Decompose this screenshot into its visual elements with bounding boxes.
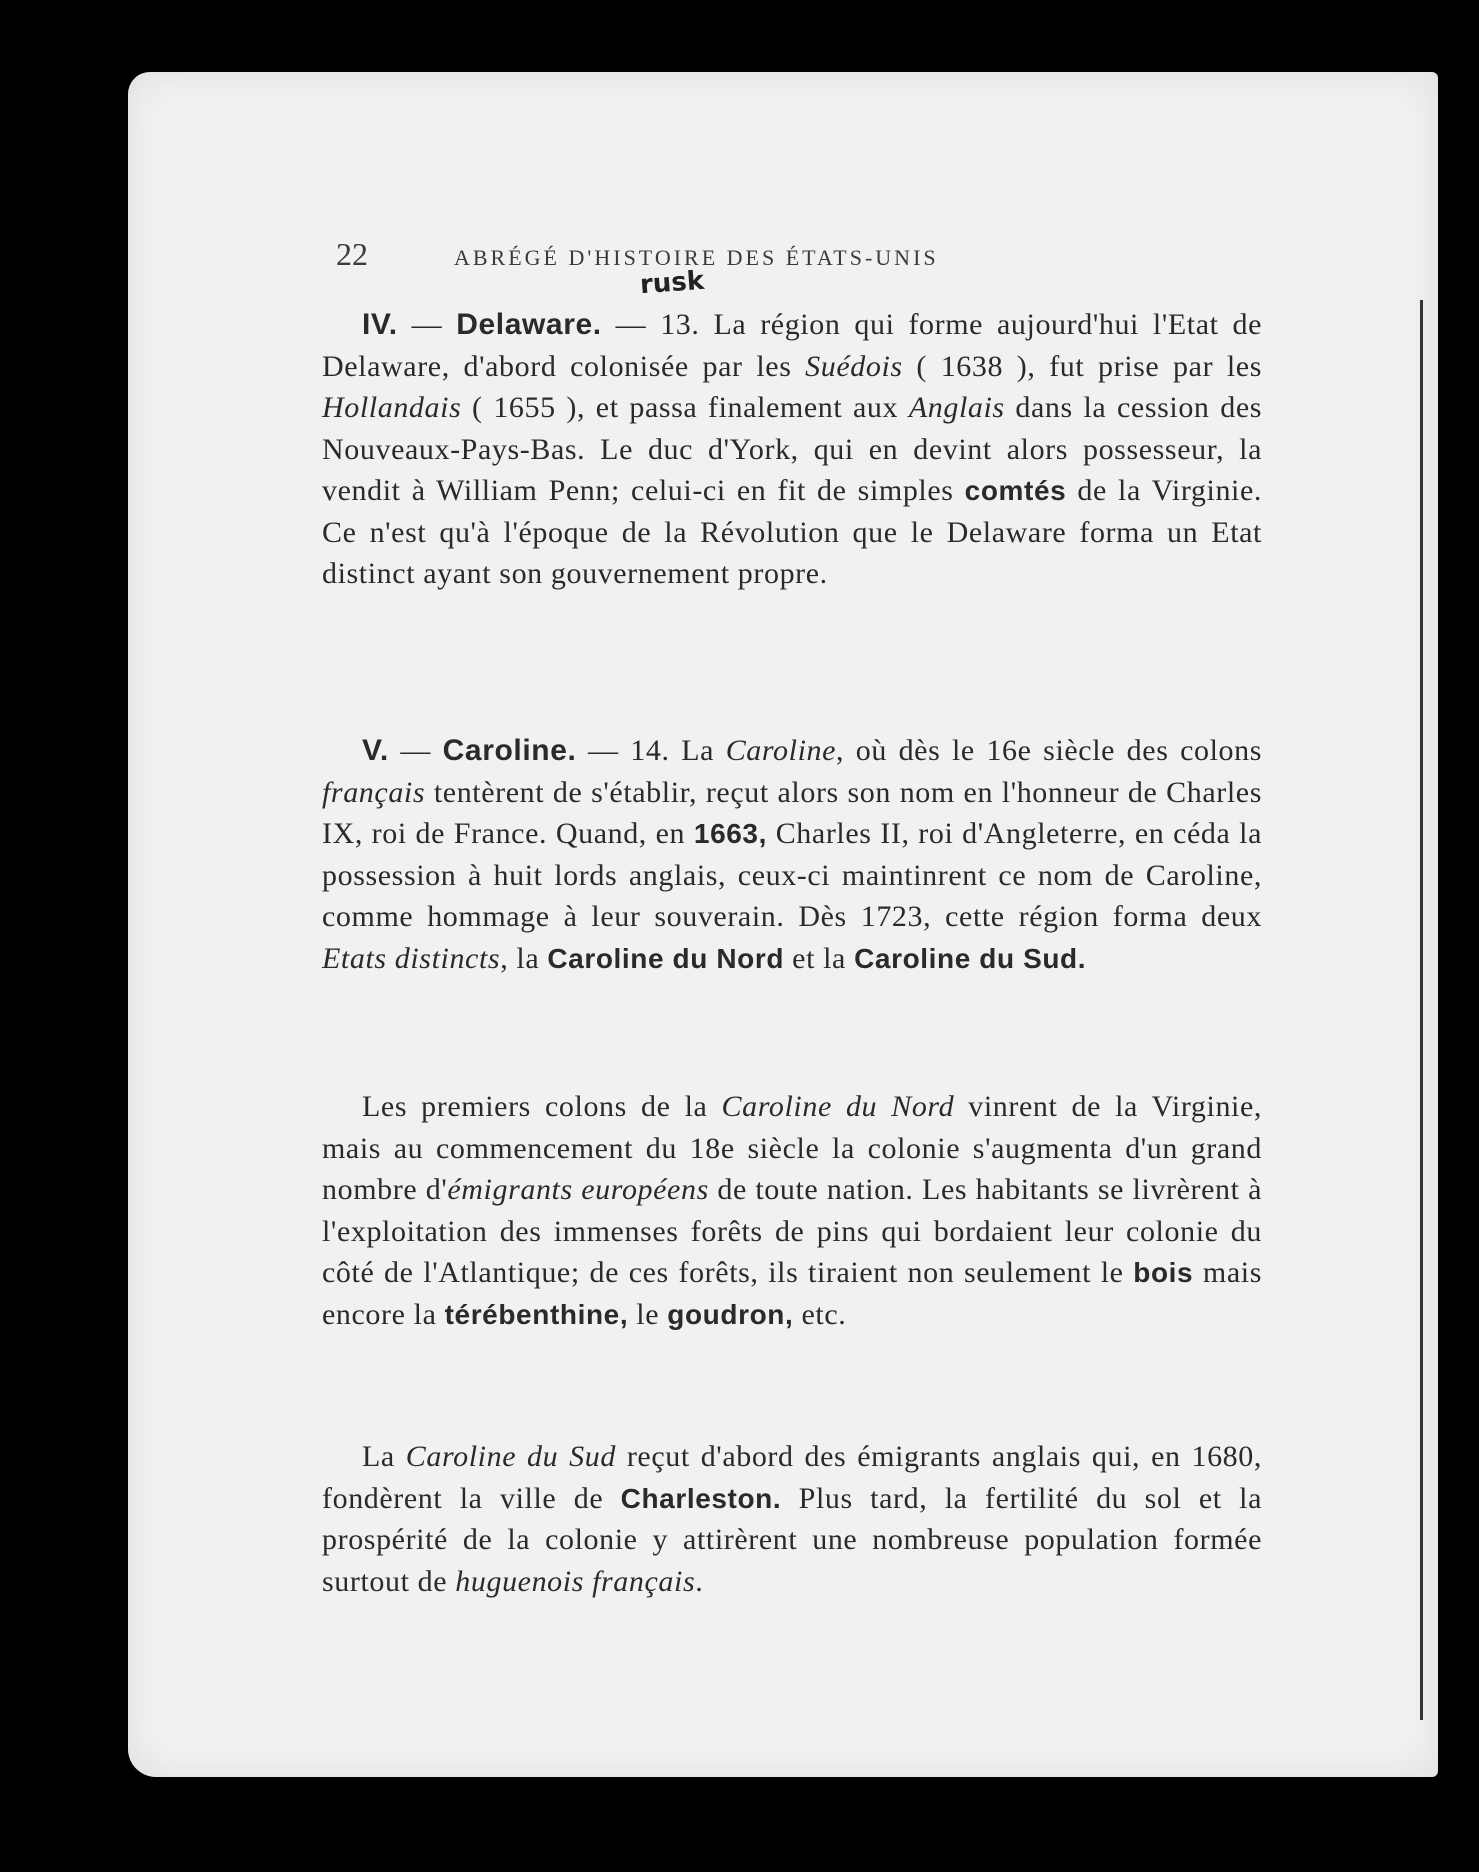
section-roman: IV. bbox=[362, 308, 398, 341]
italic-text: Hollandais bbox=[322, 391, 462, 424]
running-title: ABRÉGÉ D'HISTOIRE DES ÉTATS-UNIS bbox=[454, 245, 939, 270]
text: , la bbox=[500, 941, 548, 975]
italic-text: Caroline du Sud bbox=[405, 1440, 616, 1473]
italic-text: émigrants européens bbox=[447, 1173, 709, 1206]
italic-text: Anglais bbox=[908, 391, 1005, 424]
text: . bbox=[695, 1564, 704, 1598]
text: vinrent de la Virginie, mais au commencement du 18e siècle la colonie s'augmenta d'un grand nombre d' bbox=[322, 1090, 1262, 1206]
italic-text: Suédois bbox=[805, 349, 903, 383]
text: et la bbox=[784, 941, 855, 975]
paragraph-number: 14. bbox=[630, 734, 670, 767]
dash: — bbox=[588, 734, 619, 767]
section-title-delaware: Delaware. bbox=[456, 308, 602, 341]
text: ( 1655 ), et passa finalement aux bbox=[461, 391, 909, 424]
italic-text: français bbox=[322, 775, 426, 809]
text: Les premiers colons de la bbox=[362, 1090, 722, 1123]
text: dans la cession des Nouveaux-Pays-Bas. Le duc d'York, qui en devint alors possesseur, la vendit à William Penn; celui-ci en fit de simples bbox=[322, 391, 1263, 507]
text: La bbox=[681, 734, 726, 767]
bold-text: térébenthine, bbox=[444, 1298, 629, 1330]
text: de la Virginie. Ce n'est qu'à l'époque de la Révolution que le Delaware forma un Etat distinct ayant son gouvernement propre. bbox=[322, 474, 1263, 590]
dash: — bbox=[411, 308, 443, 341]
bold-text: Caroline du Sud. bbox=[854, 942, 1087, 974]
running-header bbox=[336, 236, 1096, 273]
text: La région qui forme aujourd'hui l'Etat de Delaware, d'abord colonisée par les bbox=[322, 308, 1262, 383]
text: Charles II, roi d'Angleterre, en céda la possession à huit lords anglais, ceux-ci maintinrent ce nom de Caroline, comme hommage à leur souverain. Dès 1723, cette région forma deux bbox=[322, 817, 1262, 933]
bold-text: bois bbox=[1133, 1257, 1194, 1288]
text: ( 1638 ), fut prise par les bbox=[902, 349, 1262, 383]
section-roman: V. bbox=[362, 734, 389, 767]
paragraph-caroline-sud bbox=[322, 1436, 1262, 1602]
text: Plus tard, la fertilité du sol et la prospérité de la colonie y attirèrent une nombreuse population formée surtout de bbox=[322, 1481, 1262, 1598]
section-title-caroline: Caroline. bbox=[442, 734, 577, 767]
text: reçut d'abord des émigrants anglais qui, en 1680, fondèrent la ville de bbox=[322, 1440, 1262, 1515]
pencil-annotation: rusk bbox=[639, 265, 706, 301]
text: tentèrent de s'établir, reçut alors son nom en l'honneur de Charles IX, roi de France. Quand, en bbox=[322, 775, 1262, 850]
page-gutter-line bbox=[1420, 300, 1423, 1720]
italic-text: huguenois français bbox=[455, 1564, 696, 1598]
paragraph-caroline bbox=[322, 730, 1262, 979]
paragraph-delaware bbox=[322, 304, 1262, 595]
bold-text: goudron, bbox=[667, 1298, 794, 1330]
page-number: 22 bbox=[336, 236, 368, 272]
paragraph-number: 13. bbox=[660, 308, 700, 341]
text: mais encore la bbox=[322, 1256, 1262, 1331]
bold-text: 1663, bbox=[693, 818, 767, 849]
dash: — bbox=[400, 734, 432, 767]
text: de toute nation. Les habitants se livrèrent à l'exploitation des immenses forêts de pins qui bordaient leur colonie du côté de l'Atlantique; de ces forêts, ils tiraient non seulement le bbox=[322, 1173, 1262, 1289]
italic-text: Caroline du Nord bbox=[721, 1090, 955, 1123]
text: La bbox=[362, 1440, 406, 1473]
bold-text: Charleston. bbox=[620, 1482, 782, 1514]
bold-text: Caroline du Nord bbox=[547, 942, 785, 974]
italic-text: Etats distincts bbox=[322, 941, 501, 975]
text: , où dès le 16e siècle des colons bbox=[836, 734, 1263, 767]
text: etc. bbox=[793, 1297, 847, 1331]
dash: — bbox=[615, 308, 647, 341]
paragraph-caroline-nord bbox=[322, 1086, 1262, 1335]
text: le bbox=[628, 1297, 668, 1331]
bold-text: comtés bbox=[964, 475, 1067, 506]
italic-text: Caroline bbox=[725, 734, 837, 767]
